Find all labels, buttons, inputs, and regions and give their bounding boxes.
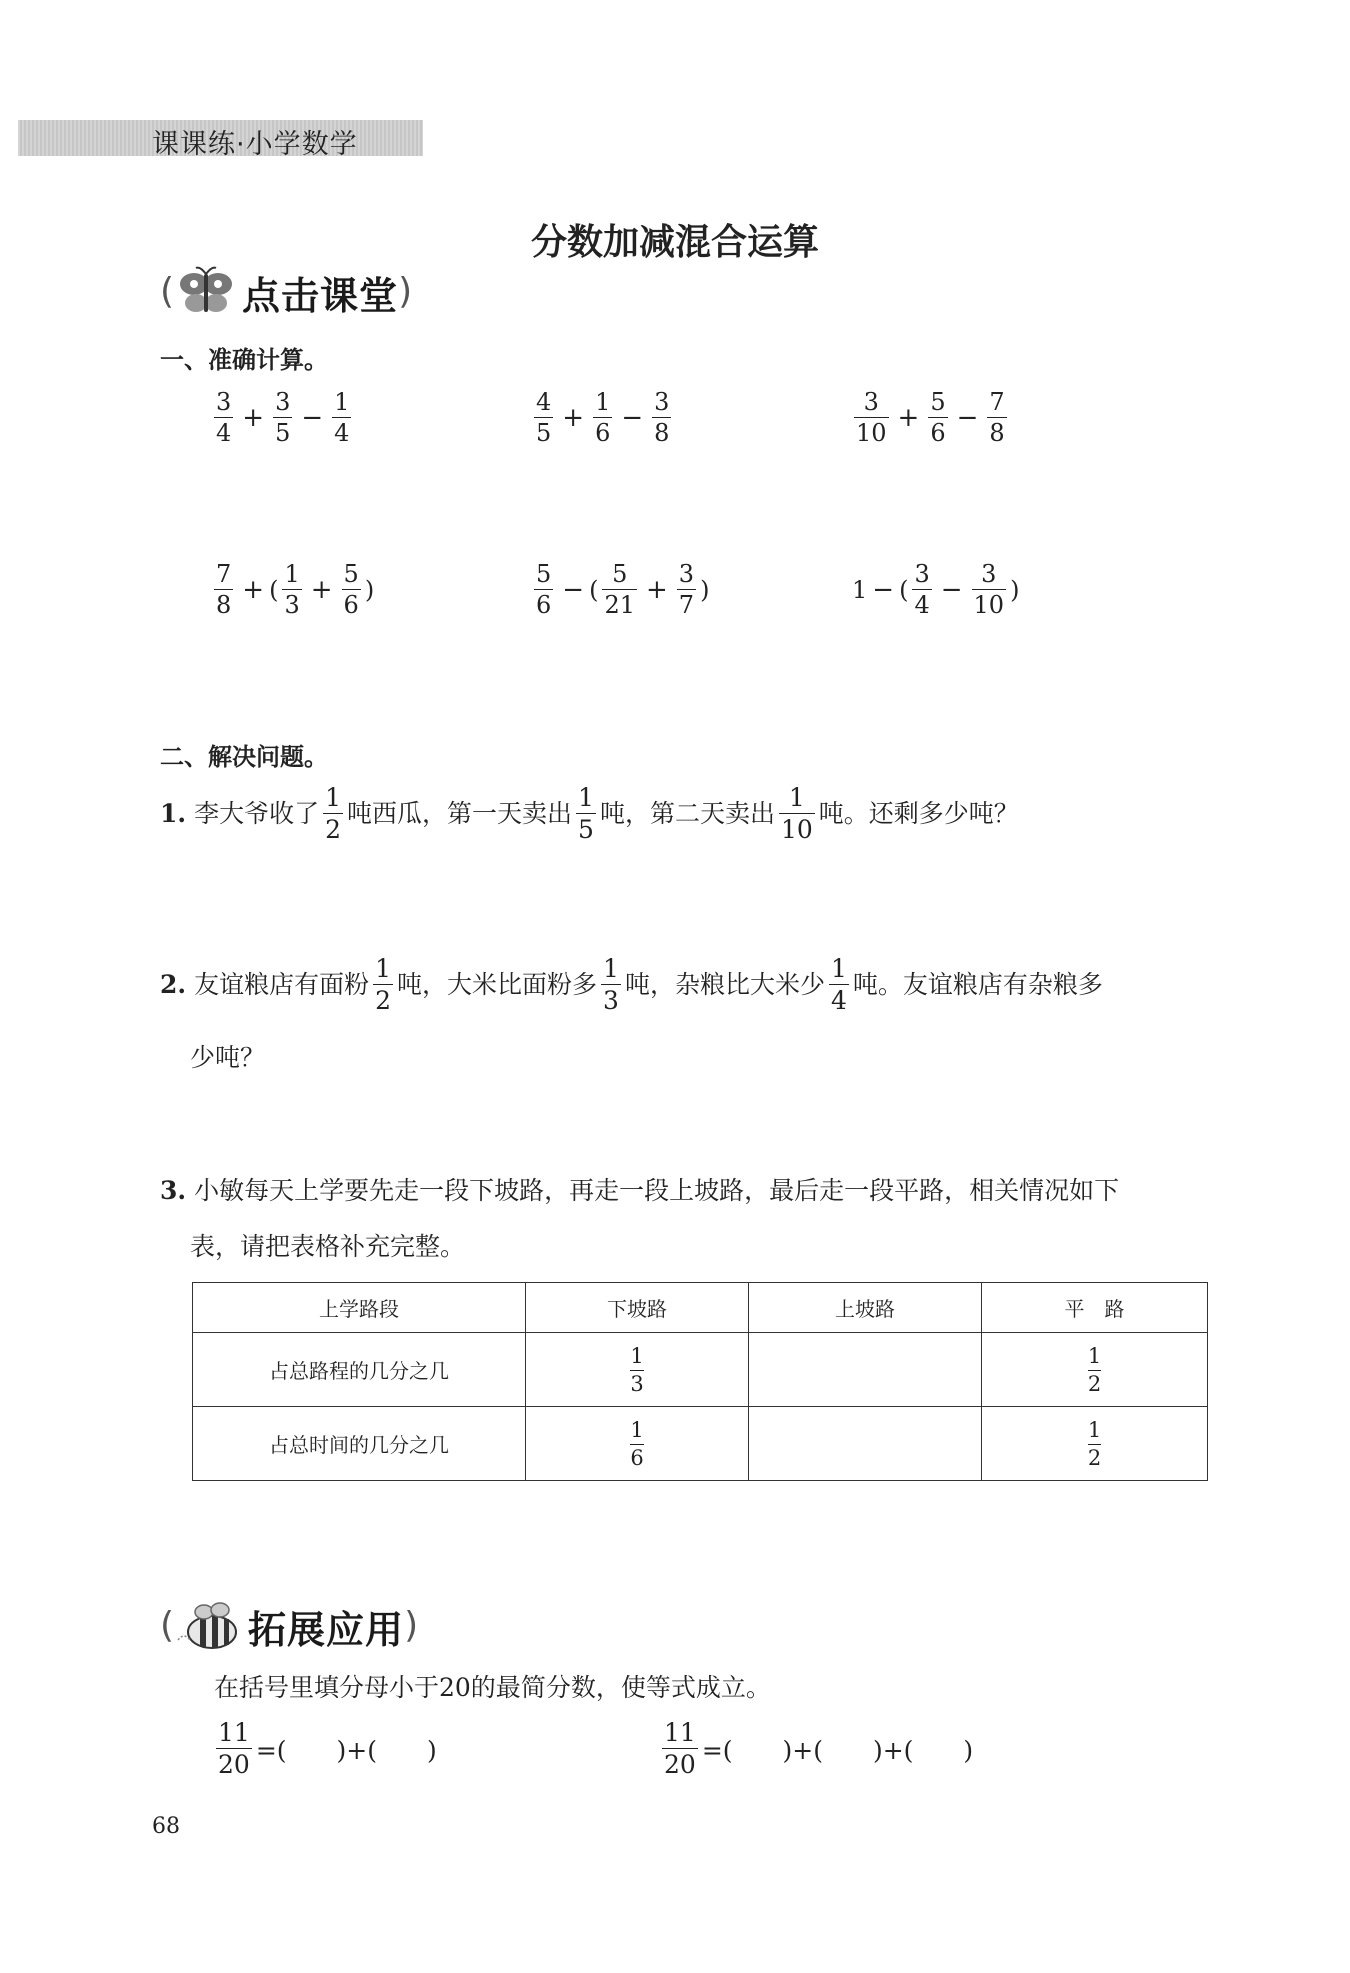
cell-uphill-distance-blank[interactable]: [749, 1333, 982, 1407]
cell-uphill-time-blank[interactable]: [749, 1407, 982, 1481]
left-bracket-icon: (: [160, 1605, 175, 1646]
table-header-segment: 上学路段: [193, 1283, 526, 1333]
eq2-rhs[interactable]: =( )+( )+( ): [701, 1735, 974, 1765]
extension-equation-2: [658, 1720, 973, 1777]
frac-den: 2: [1087, 1372, 1102, 1396]
eq1-num: 11: [218, 1718, 250, 1747]
problem-3-number: 3.: [160, 1176, 187, 1205]
cell-downhill-distance: [526, 1333, 749, 1407]
classroom-banner: [160, 266, 412, 318]
section2-heading: 二、解决问题。: [160, 743, 328, 771]
frac-num: 1: [630, 1418, 644, 1442]
left-bracket-icon: (: [160, 271, 175, 312]
cell-downhill-time: [526, 1407, 749, 1481]
p1-frac3-num: 1: [788, 783, 805, 812]
expression-6: 1 − ( $\frac{3}{4}$ − $\frac{3}{10}$ ): [852, 560, 1020, 619]
eq2-den: 20: [664, 1750, 696, 1779]
table-header-uphill: 上坡路: [749, 1283, 982, 1333]
p1-frac3-den: 10: [780, 815, 813, 844]
problem-2: [160, 956, 1103, 1013]
problem-3: [160, 1176, 1119, 1206]
problem-1-number: 1.: [160, 798, 187, 828]
expression-2: $\frac{4}{5}$ + $\frac{1}{6}$ − $\frac{3}{8}$: [536, 388, 670, 447]
problem-2-text-e: 少吨？: [190, 1043, 266, 1072]
cell-flat-distance: [982, 1333, 1208, 1407]
eq1-rhs[interactable]: =( )+( ): [255, 1735, 437, 1765]
table-row: [193, 1333, 1208, 1407]
bee-icon: [174, 1600, 244, 1652]
p2-frac3-num: 1: [830, 954, 847, 983]
frac-num: 1: [1087, 1344, 1102, 1368]
table-row: [193, 1407, 1208, 1481]
p2-frac2-num: 1: [603, 954, 619, 983]
problem-1-text-b: 吨西瓜，第一天卖出: [347, 798, 573, 828]
problem-3-line1: 小敏每天上学要先走一段下坡路，再走一段上坡路，最后走一段平路，相关情况如下: [194, 1176, 1120, 1205]
frac-num: 1: [1087, 1418, 1102, 1442]
expression-3: $\frac{3}{10}$ + $\frac{5}{6}$ − $\frac{7}{8}$: [856, 388, 1005, 447]
problem-1-text-a: 李大爷收了: [194, 798, 320, 828]
p1-frac2-num: 1: [578, 783, 594, 812]
classroom-banner-text: 点击课堂: [242, 273, 399, 318]
page-title: 分数加减混合运算: [530, 222, 819, 263]
table-header-downhill: 下坡路: [526, 1283, 749, 1333]
p2-frac1-num: 1: [375, 954, 392, 983]
p1-frac1-den: 2: [325, 815, 342, 844]
extension-instruction: 在括号里填分母小于20的最简分数，使等式成立。: [214, 1673, 771, 1702]
table-header-flat: 平 路: [982, 1283, 1208, 1333]
problem-2-text-c: 吨，杂粮比大米少: [624, 969, 825, 999]
expression-5: $\frac{5}{6}$ − ( $\frac{5}{21}$ + $\frac{3}{7}$ ): [536, 560, 710, 619]
butterfly-icon: [174, 266, 238, 318]
problem-1-text-c: 吨，第二天卖出: [599, 798, 775, 828]
p1-frac1-num: 1: [325, 783, 342, 812]
row-label-time: 占总时间的几分之几: [193, 1407, 526, 1481]
expression-1: $\frac{3}{4}$ + $\frac{3}{5}$ − $\frac{1}{4}$: [216, 388, 350, 447]
frac-den: 3: [630, 1372, 644, 1396]
right-bracket-icon: ): [398, 271, 413, 312]
problem-2-number: 2.: [160, 969, 187, 999]
problem-1-text-d: 吨。还剩多少吨？: [818, 798, 1019, 828]
frac-den: 6: [630, 1446, 644, 1470]
row-label-distance: 占总路程的几分之几: [193, 1333, 526, 1407]
cell-flat-time: [982, 1407, 1208, 1481]
problem-2-text-b: 吨，大米比面粉多: [397, 969, 598, 999]
eq2-num: 11: [664, 1718, 696, 1747]
eq1-den: 20: [218, 1750, 250, 1779]
right-bracket-icon: ): [404, 1605, 419, 1646]
problem-2-text-a: 友谊粮店有面粉: [194, 969, 370, 999]
table-header-row: [193, 1283, 1208, 1333]
header-text: 课课练·小学数学: [152, 129, 358, 160]
page-number: 68: [152, 1814, 180, 1839]
expression-4: $\frac{7}{8}$ + ( $\frac{1}{3}$ + $\frac{5}{6}$ ): [216, 560, 375, 619]
frac-den: 2: [1087, 1446, 1102, 1470]
extension-equation-1: [212, 1720, 437, 1777]
p2-frac1-den: 2: [375, 986, 392, 1015]
p2-frac2-den: 3: [603, 986, 619, 1015]
problem-3-line2: 表，请把表格补充完整。: [190, 1232, 466, 1261]
p1-frac2-den: 5: [578, 815, 594, 844]
problem-2-text-d: 吨。友谊粮店有杂粮多: [852, 969, 1103, 999]
route-table: [192, 1282, 1208, 1481]
problem-1: [160, 785, 1019, 842]
extension-banner-text: 拓展应用: [248, 1607, 405, 1652]
frac-num: 1: [630, 1344, 644, 1368]
extension-banner: [160, 1600, 418, 1652]
p2-frac3-den: 4: [830, 986, 847, 1015]
section1-heading: 一、准确计算。: [160, 346, 328, 374]
